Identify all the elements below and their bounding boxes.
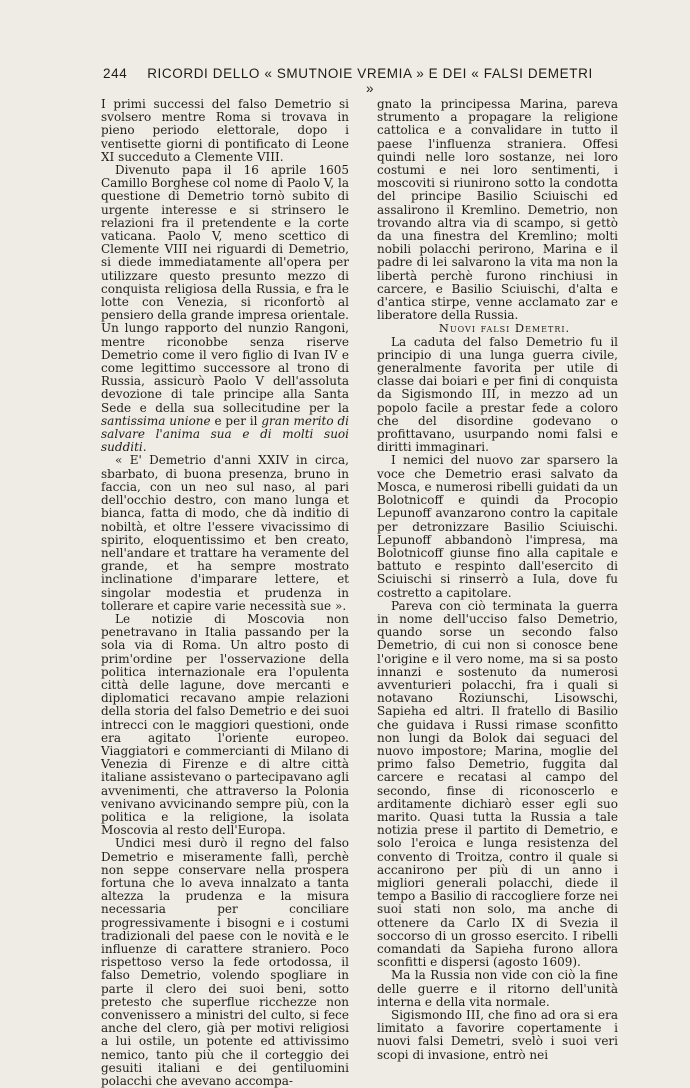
paragraph: I nemici del nuovo zar sparsero la voce che Demetrio erasi salvato da Mosca, e numerosi ribelli guidati da un Bolotnicoff e quindi da Procopio Lepunoff avanzarono contro la capitale per detronizzare Basilio Sciuischi. Lepunoff abbandonò l'impresa, ma Bolotnicoff giunse fino alla capitale e battuto e respinto dall'esercito di Sciuischi si rinserrò a Iula, dove fu costretto a capitolare. xyxy=(377,453,618,600)
running-title: RICORDI DELLO « SMUTNOIE VREMIA » E DEI « FALSI DEMETRI » xyxy=(147,66,593,96)
left-column xyxy=(101,97,349,1088)
paragraph: « E' Demetrio d'anni XXIV in circa, sbarbato, di buona presenza, bruno in faccia, con un neo sul naso, al pari dell'occhio destro, con mano lunga et bianca, fatta di modo, che dà inditio di nobiltà, et oltre l'essere vivacissimo di spirito, eloquentissimo et ben creato, nell'andare et trattare ha veramente del grande, et ha sempre mostrato inclinatione d'imparare lettere, et singolar modestia et prudenza in tollerare et capire varie necessità sue ». xyxy=(101,453,349,613)
paragraph: Sigismondo III, che fino ad ora si era limitato a favorire copertamente i nuovi falsi Demetri, svelò i suoi veri scopi di invasione, entrò nei xyxy=(377,1008,618,1062)
section-title: Nuovi falsi Demetri. xyxy=(438,321,571,336)
paragraph xyxy=(101,164,349,454)
paragraph: Undici mesi durò il regno del falso Demetrio e miseramente fallì, perchè non seppe conservare nella prospera fortuna che lo aveva innalzato a tanta altezza la prudenza e la misura necessaria per conciliare progressivamente i bisogni e i costumi tradizionali del paese con le novità e le influenze di carattere straniero. Poco rispettoso verso la fede ortodossa, il falso Demetrio, volendo spogliare in parte il clero dei suoi beni, sotto pretesto che superflue ricchezze non convenissero a ministri del culto, si fece anche del clero, già per motivi religiosi a lui ostile, un potente ed attivissimo nemico, tanto più che il corteggio dei gesuiti italiani e dei gentiluomini polacchi che avevano accompa- xyxy=(101,836,349,1088)
right-column xyxy=(377,97,618,1062)
paragraph: Ma la Russia non vide con ciò la fine delle guerre e il ritorno dell'unità interna e della vita normale. xyxy=(377,968,618,1009)
paragraph: Pareva con ciò terminata la guerra in nome dell'ucciso falso Demetrio, quando sorse un secondo falso Demetrio, di cui non si conosce bene l'origine e il vero nome, ma si sa posto innanzi e sostenuto da numerosi avventurieri polacchi, fra i quali si notavano Roziunschi, Lisowschi, Sapieha ed altri. Il fratello di Basilio che guidava i Russi rimase sconfitto non lungi da Bolok dai seguaci del nuovo impostore; Marina, moglie del primo falso Demetrio, fuggita dal carcere e recatasi al campo del secondo, finse di riconoscerlo e arditamente dichiarò esser egli suo marito. Quasi tutta la Russia a tale notizia prese il partito di Demetrio, e solo l'eroica e lunga resistenza del convento di Troitza, contro il quale si accanirono per più di un anno i migliori generali polacchi, diede il tempo a Basilio di raccogliere forze nei suoi stati non solo, ma anche di ottenere da Carlo IX di Svezia il soccorso di un grosso esercito. I ribelli comandati da Sapieha furono allora sconfitti e dispersi (agosto 1609). xyxy=(377,598,618,970)
paragraph: gnato la principessa Marina, pareva strumento a propagare la religione cattolica e a convalidare in tutto il paese l'influenza straniera. Offesi quindi nelle loro sostanze, nei loro costumi e nei loro sentimenti, i moscoviti si riunirono sotto la condotta del principe Basilio Sciuischi ed assalirono il Kremlino. Demetrio, non trovando altra via di scampo, si gettò da una finestra del Kremlino; molti nobili polacchi perirono, Marina e il padre di lei salvarono la vita ma non la libertà perchè furono rinchiusi in carcere, e Basilio Sciuischi, d'alta e d'antica stirpe, venne acclamato zar e liberatore della Russia. xyxy=(377,97,618,323)
italic-phrase: santissima unione xyxy=(101,413,211,428)
page-number: 244 xyxy=(103,66,128,81)
paragraph-text: Divenuto papa il 16 aprile 1605 Camillo Borghese col nome di Paolo V, la questione di Demetrio tornò subito di urgente interesse e si strinsero le relazioni fra il pretendente e la corte vaticana. Paolo V, meno scettico di Clemente VIII nei riguardi di Demetrio, si diede immediatamente all'opera per utilizzare questo presunto mezzo di conquista religiosa della Russia, e fra le lotte con Venezia, si riconfortò al pensiero della grande impresa orientale. Un lungo rapporto del nunzio Rangoni, mentre riconobbe senza riserve Demetrio come il vero figlio di Ivan IV e come legittimo successore al trono di Russia, assicurò Paolo V dell'assoluta devozione di tale principe alla Santa Sede e della sua sollecitudine per la xyxy=(101,163,349,415)
page-header xyxy=(103,66,595,96)
paragraph-text: e per il xyxy=(214,413,258,428)
paragraph: I primi successi del falso Demetrio si svolsero mentre Roma si trovava in pieno periodo elettorale, dopo i ventisette giorni di pontificato di Leone XI succeduto a Clemente VIII. xyxy=(101,97,349,164)
paragraph: La caduta del falso Demetrio fu il principio di una lunga guerra civile, generalmente favorita per utile di classe dai boiari e per fini di conquista da Sigismondo III, in mezzo ad un popolo facile a prestar fede a coloro che del disordine godevano o profittavano, usurpando nomi falsi e diritti immaginari. xyxy=(377,334,618,455)
paragraph: Le notizie di Moscovia non penetravano in Italia passando per la sola via di Roma. Un altro posto di prim'ordine per l'osservazione della politica internazionale era l'opulenta città delle lagune, dove mercanti e diplomatici recavano ampie relazioni della storia del falso Demetrio e dei suoi intrecci con le maggiori questioni, onde era agitato l'oriente europeo. Viaggiatori e commercianti di Milano di Venezia di Firenze e di altre città italiane assistevano o partecipavano agli avvenimenti, che attraverso la Polonia venivano avvicinando sempre più, con la politica e la religione, la isolata Moscovia al resto dell'Europa. xyxy=(101,611,349,838)
italic-phrase: gran merito di salvare l'anima sua e di molti suoi sudditi. xyxy=(101,413,349,455)
